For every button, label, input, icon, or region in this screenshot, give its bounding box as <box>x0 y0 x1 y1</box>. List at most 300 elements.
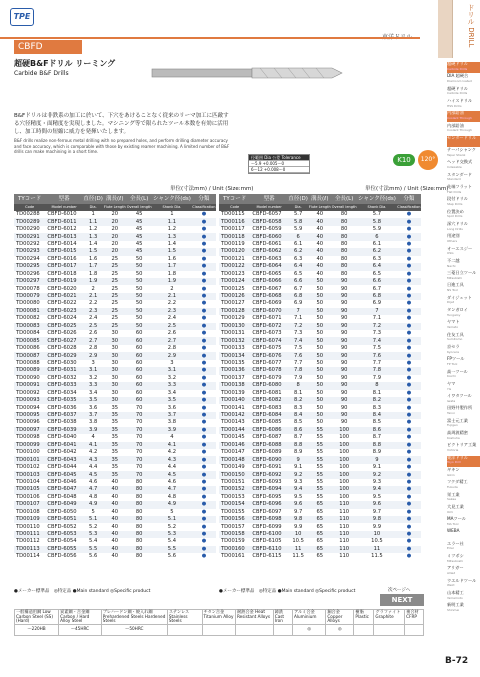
sidebar-item[interactable] <box>447 247 480 258</box>
table-cell: 4.5 <box>152 471 192 478</box>
sidebar-item[interactable] <box>447 148 480 159</box>
table-cell: 30 <box>103 390 126 397</box>
table-cell: 5.6 <box>152 553 192 560</box>
table-cell: TD00088 <box>14 360 45 367</box>
intro-text-jp: B&Fドリルは非鉄系の加工に於いて、下穴をあけることなく従来のリーマ加工に匹敵する穴径精度・面精度を実現しました。マシニング等で限られたツール本数を有効に活用し、加工時間の短縮に威力を発揮いたします。 <box>14 113 229 135</box>
material-name: プレハードン鋼・焼入れ鋼 Prehardened Steels Hardened Steels <box>102 609 166 624</box>
table-cell: 9 <box>357 456 397 463</box>
table-cell: 2.5 <box>152 323 192 330</box>
sidebar-item-sublabel: Iwata <box>447 398 456 403</box>
table-row <box>219 263 421 270</box>
table-row <box>219 434 421 441</box>
sidebar-item[interactable] <box>447 468 480 479</box>
table-cell: CBFD-6096 <box>250 501 288 508</box>
table-cell: ● <box>192 233 216 240</box>
sidebar-item-label: 超硬ドリル <box>447 61 468 66</box>
table-cell: 80 <box>331 226 357 233</box>
table-cell: CBFD-6115 <box>250 553 288 560</box>
table-cell: ● <box>192 382 216 389</box>
table-cell: CBFD-6032 <box>45 375 83 382</box>
table-cell: ● <box>397 531 421 538</box>
table-row <box>219 278 421 285</box>
sidebar-item-label: 住友工具 <box>447 331 464 337</box>
table-cell: 60 <box>126 375 152 382</box>
table-row <box>14 330 216 337</box>
sidebar-item[interactable] <box>447 320 480 331</box>
table-cell: 9.9 <box>288 523 308 530</box>
sidebar-item-sublabel: HSS Drills <box>447 103 462 108</box>
sidebar-item[interactable] <box>447 394 480 405</box>
table-cell: 50 <box>308 293 331 300</box>
table-row <box>219 271 421 278</box>
sidebar-item-sublabel: Dijet <box>447 300 454 305</box>
table-row <box>219 531 421 538</box>
sidebar-item[interactable] <box>447 517 480 528</box>
table-row <box>219 352 421 359</box>
table-cell: 11 <box>288 546 308 553</box>
sidebar-item[interactable] <box>447 296 480 307</box>
sidebar-item[interactable] <box>447 566 480 577</box>
column-header: Overall length <box>126 205 152 209</box>
table-cell: 2.4 <box>152 315 192 322</box>
table-cell: 3.8 <box>83 419 103 426</box>
table-cell: ● <box>397 464 421 471</box>
table-row <box>219 323 421 330</box>
sidebar-item[interactable] <box>447 529 480 540</box>
sidebar-item[interactable] <box>447 333 480 344</box>
table-cell: ● <box>397 271 421 278</box>
table-cell: 5 <box>152 509 192 516</box>
sidebar-item[interactable] <box>447 210 480 221</box>
table-cell: 45 <box>126 226 152 233</box>
table-cell: 5.4 <box>83 538 103 545</box>
table-cell: ● <box>397 256 421 263</box>
table-cell: 25 <box>103 285 126 292</box>
section-tab-label: ドリル DRILL <box>467 4 475 48</box>
table-cell: ● <box>192 434 216 441</box>
table-cell: TD00145 <box>219 434 250 441</box>
table-cell: TD00297 <box>14 278 45 285</box>
material-mark <box>374 624 405 635</box>
table-cell: TD00161 <box>219 553 250 560</box>
table-cell: TD00108 <box>14 509 45 516</box>
table-row <box>14 494 216 501</box>
table-cell: 100 <box>331 479 357 486</box>
sidebar-item-sublabel: Gikin <box>447 472 455 477</box>
table-cell: TD00116 <box>219 218 250 225</box>
sidebar-item[interactable] <box>447 74 480 85</box>
table-cell: 90 <box>331 345 357 352</box>
table-cell: 7.9 <box>288 375 308 382</box>
sidebar-item-sublabel: Long Drills <box>447 226 463 231</box>
material-mark: 〜45HRC <box>59 624 102 635</box>
sidebar-item[interactable] <box>447 456 480 467</box>
sidebar-item[interactable] <box>447 345 480 356</box>
table-cell: 3.8 <box>152 419 192 426</box>
sidebar-item[interactable] <box>447 62 480 73</box>
page-subtitle: Carbide B&F Drills <box>14 70 69 77</box>
table-cell: CBFD-6043 <box>45 456 83 463</box>
table-cell: CBFD-6020 <box>45 285 83 292</box>
table-cell: 55 <box>308 486 331 493</box>
sidebar-item[interactable] <box>447 87 480 98</box>
next-page-button[interactable]: NEXT <box>380 594 424 606</box>
table-cell: 3.2 <box>152 375 192 382</box>
table-cell: ● <box>397 412 421 419</box>
sidebar-item-label: 用途別 <box>447 233 460 239</box>
table-cell: 5.1 <box>83 516 103 523</box>
table-cell: 90 <box>331 397 357 404</box>
table-cell: 4.9 <box>152 501 192 508</box>
table-cell: 45 <box>126 218 152 225</box>
table-cell: 40 <box>103 553 126 560</box>
table-cell: ● <box>397 449 421 456</box>
sidebar-item-sublabel: Toyo Drill <box>447 460 461 465</box>
table-cell: 3.1 <box>83 367 103 374</box>
sidebar-item[interactable] <box>447 283 480 294</box>
table-cell: 70 <box>126 456 152 463</box>
table-row <box>219 293 421 300</box>
sidebar-item[interactable] <box>447 443 480 454</box>
sidebar-item[interactable] <box>447 234 480 245</box>
material-name: ステンレス Stainless Steels <box>167 610 202 625</box>
table-cell: CBFD-6067 <box>250 285 288 292</box>
table-cell: TD00127 <box>219 300 250 307</box>
table-cell: TD00109 <box>14 516 45 523</box>
material-mark <box>273 624 292 635</box>
table-cell: 6.4 <box>288 263 308 270</box>
column-header: 型番 <box>45 194 83 204</box>
table-cell: 25 <box>103 315 126 322</box>
table-cell: CBFD-6080 <box>250 382 288 389</box>
sidebar-item-label: ヘッド交換式 <box>447 159 473 165</box>
table-cell: 6.1 <box>357 241 397 248</box>
table-cell: 4.6 <box>83 479 103 486</box>
table-cell: 7.7 <box>357 360 397 367</box>
table-cell: 35 <box>103 419 126 426</box>
table-cell: ● <box>192 531 216 538</box>
table-cell: 40 <box>308 233 331 240</box>
table-row <box>14 218 216 225</box>
column-header: 型番 <box>250 194 288 204</box>
next-page-caption: 次ページへ <box>388 588 411 593</box>
table-cell: 40 <box>308 226 331 233</box>
table-cell: TD00150 <box>219 471 250 478</box>
table-row <box>14 300 216 307</box>
sidebar-item-label: ヤマ <box>447 380 456 386</box>
table-cell: ● <box>397 226 421 233</box>
table-cell: TD00089 <box>14 367 45 374</box>
table-cell: 50 <box>308 278 331 285</box>
table-cell: 50 <box>308 360 331 367</box>
table-cell: 5.9 <box>288 226 308 233</box>
table-cell: 35 <box>103 456 126 463</box>
table-cell: ● <box>397 375 421 382</box>
sidebar-item[interactable] <box>447 554 480 565</box>
table-cell: CBFD-6031 <box>45 367 83 374</box>
sidebar-item-label: 田野井製作所 <box>447 405 473 411</box>
sidebar-item[interactable] <box>447 406 480 417</box>
sidebar-item-label: 段付ドリル <box>447 196 468 202</box>
sidebar-item-label: エラー社 <box>447 540 464 546</box>
table-cell: 6.6 <box>288 278 308 285</box>
sidebar-item[interactable] <box>447 382 480 393</box>
table-cell: CBFD-6051 <box>45 516 83 523</box>
sidebar-item-label: 内部給油 <box>447 122 464 128</box>
sidebar-item[interactable] <box>447 173 480 184</box>
table-cell: TD00112 <box>14 538 45 545</box>
sidebar-item-label: ミツボシ <box>447 553 464 558</box>
table-cell: 50 <box>308 390 331 397</box>
table-cell: 50 <box>126 323 152 330</box>
table-cell: TD00107 <box>14 501 45 508</box>
table-cell: 9.5 <box>288 494 308 501</box>
table-cell: 2.3 <box>152 308 192 315</box>
table-cell: TD00133 <box>219 345 250 352</box>
table-cell: 9.4 <box>357 486 397 493</box>
table-cell: 8.6 <box>288 427 308 434</box>
table-cell: 3.5 <box>152 397 192 404</box>
sidebar-item-label: ダイジェット <box>447 294 472 300</box>
table-cell: 4.1 <box>152 442 192 449</box>
sidebar-item[interactable] <box>447 308 480 319</box>
sidebar-item[interactable] <box>447 160 480 171</box>
table-cell: 45 <box>126 241 152 248</box>
sidebar-item-label: 不二越 <box>447 257 460 263</box>
sidebar-item[interactable] <box>447 197 480 208</box>
page-title: 超硬B&Fドリル リーミング <box>14 59 116 68</box>
table-cell: CBFD-6015 <box>45 248 83 255</box>
table-cell: TD00093 <box>14 397 45 404</box>
table-cell: TD00135 <box>219 360 250 367</box>
material-mark <box>235 624 273 635</box>
sidebar-item[interactable] <box>447 493 480 504</box>
sidebar-item-label: イワタツール <box>447 393 472 399</box>
table-cell: 50 <box>308 330 331 337</box>
table-cell: 25 <box>103 271 126 278</box>
table-cell: 7.3 <box>357 330 397 337</box>
table-row <box>219 412 421 419</box>
table-cell: CBFD-6029 <box>45 352 83 359</box>
table-cell: TD00098 <box>14 434 45 441</box>
table-cell: 8.7 <box>357 434 397 441</box>
column-header: 溝長(ℓ) <box>103 194 126 204</box>
table-cell: TD00091 <box>14 382 45 389</box>
table-row <box>14 397 216 404</box>
unit-note-left: 単位(寸法mm) / Unit (Size:mm) <box>170 186 254 192</box>
table-cell: 1.9 <box>83 278 103 285</box>
table-cell: 90 <box>331 375 357 382</box>
table-cell: 8.7 <box>288 434 308 441</box>
table-cell: ● <box>192 330 216 337</box>
table-cell: 2 <box>152 285 192 292</box>
table-cell: 8.3 <box>288 404 308 411</box>
product-code-banner: CBFD <box>14 40 82 54</box>
table-cell: ● <box>192 285 216 292</box>
material-name: 銅合金 Copper Alloys <box>326 610 354 625</box>
table-cell: TD00296 <box>14 271 45 278</box>
table-cell: CBFD-6040 <box>45 434 83 441</box>
sidebar-item-sublabel: Flat Drills <box>447 189 462 194</box>
tolerance-range: 6〜12 <box>251 167 263 172</box>
column-header: Overall length <box>331 205 357 209</box>
table-cell: 40 <box>103 479 126 486</box>
sidebar-item[interactable] <box>447 480 480 491</box>
table-row <box>14 553 216 560</box>
table-cell: 4 <box>83 434 103 441</box>
table-row <box>14 233 216 240</box>
table-cell: CBFD-6097 <box>250 509 288 516</box>
table-cell: TD00095 <box>14 412 45 419</box>
table-cell: CBFD-6041 <box>45 442 83 449</box>
legend-left: ●メーカー標準品 ◎特定品 ●Main standard ◎Specific product <box>14 589 151 594</box>
sidebar-item-label: 高周波精密 <box>447 430 468 435</box>
sidebar-item-sublabel: Spot Drills <box>447 214 463 219</box>
table-cell: 70 <box>126 404 152 411</box>
table-cell: 20 <box>103 241 126 248</box>
sidebar-item[interactable] <box>447 124 480 135</box>
table-cell: 60 <box>126 367 152 374</box>
table-cell: 8.8 <box>288 442 308 449</box>
table-cell: 20 <box>103 218 126 225</box>
sidebar-item[interactable] <box>447 357 480 368</box>
table-cell: TD00119 <box>219 241 250 248</box>
sidebar-item[interactable] <box>447 431 480 442</box>
table-cell: 3.5 <box>83 397 103 404</box>
table-cell: 90 <box>331 293 357 300</box>
table-cell: 1.6 <box>83 256 103 263</box>
table-cell: 8.4 <box>288 412 308 419</box>
table-row <box>14 501 216 508</box>
table-cell: 25 <box>103 263 126 270</box>
sidebar-item[interactable] <box>447 542 480 553</box>
table-cell: CBFD-6050 <box>45 509 83 516</box>
sidebar-item[interactable] <box>447 185 480 196</box>
table-cell: CBFD-6078 <box>250 367 288 374</box>
sidebar-item[interactable] <box>447 99 480 110</box>
table-cell: ● <box>397 509 421 516</box>
table-cell: 50 <box>126 278 152 285</box>
table-cell: CBFD-6024 <box>45 315 83 322</box>
table-cell: 1.7 <box>152 263 192 270</box>
table-row <box>219 427 421 434</box>
column-header: Model number <box>45 204 83 211</box>
table-cell: ● <box>397 218 421 225</box>
material-name: 複合材 CFRP <box>405 610 424 625</box>
table-cell: CBFD-6011 <box>45 218 83 225</box>
sidebar-item-sublabel: Sakae <box>447 497 457 502</box>
table-cell: TD00140 <box>219 397 250 404</box>
table-row <box>14 419 216 426</box>
table-cell: ● <box>397 486 421 493</box>
sidebar-item[interactable] <box>447 370 480 381</box>
column-header: シャンク径(ds) <box>357 194 397 204</box>
table-cell: 7.3 <box>288 330 308 337</box>
sidebar-item[interactable] <box>447 603 480 614</box>
table-row <box>219 233 421 240</box>
material-name: 耐熱合金 Heat Resistant Alloys <box>235 610 273 625</box>
table-cell: CBFD-6079 <box>250 375 288 382</box>
table-cell: 3.7 <box>83 412 103 419</box>
table-cell: CBFD-6064 <box>250 263 288 270</box>
table-cell: 60 <box>126 390 152 397</box>
sidebar-item[interactable] <box>447 111 480 122</box>
table-row <box>14 523 216 530</box>
material-mark <box>354 624 374 635</box>
sidebar-item-sublabel: YG <box>447 386 452 391</box>
table-row <box>219 382 421 389</box>
table-cell: CBFD-6068 <box>250 293 288 300</box>
sidebar-item[interactable] <box>447 591 480 602</box>
table-cell: CBFD-6022 <box>45 300 83 307</box>
sidebar-item[interactable] <box>447 505 480 516</box>
table-cell: 1.3 <box>83 233 103 240</box>
table-cell: 65 <box>308 516 331 523</box>
table-cell: 2.5 <box>83 323 103 330</box>
table-cell: 50 <box>308 308 331 315</box>
sidebar-item-sublabel: Coolant Through <box>447 115 472 120</box>
sidebar-item-label: 位置決め <box>447 208 464 214</box>
table-cell: CBFD-6055 <box>45 546 83 553</box>
table-cell: TD00136 <box>219 367 250 374</box>
table-cell: ● <box>192 308 216 315</box>
sidebar-item[interactable] <box>447 579 480 590</box>
sidebar-item[interactable] <box>447 419 480 430</box>
table-cell: ● <box>192 367 216 374</box>
table-cell: 90 <box>331 330 357 337</box>
table-cell: TD00097 <box>14 427 45 434</box>
table-cell: 2.8 <box>83 345 103 352</box>
table-cell: 5.7 <box>357 211 397 218</box>
table-cell: 90 <box>331 308 357 315</box>
table-cell: CBFD-6049 <box>45 501 83 508</box>
table-cell: ● <box>192 211 216 218</box>
sidebar-item-label: オーエスジー <box>447 245 473 251</box>
table-cell: TD00153 <box>219 494 250 501</box>
table-cell: CBFD-6059 <box>250 226 288 233</box>
table-cell: CBFD-6069 <box>250 300 288 307</box>
table-cell: 40 <box>308 271 331 278</box>
sidebar-item[interactable] <box>447 136 480 147</box>
sidebar-item-sublabel: Carbide Drills <box>447 91 468 96</box>
table-cell: 3.4 <box>152 390 192 397</box>
sidebar-item[interactable] <box>447 271 480 282</box>
table-cell: 3.6 <box>83 404 103 411</box>
table-cell: 90 <box>331 278 357 285</box>
table-cell: 90 <box>331 419 357 426</box>
sidebar-item-label: 新明工業 <box>447 602 464 608</box>
table-cell: 6.7 <box>288 285 308 292</box>
table-cell: 110 <box>331 553 357 560</box>
table-cell: 80 <box>331 233 357 240</box>
sidebar-item[interactable] <box>447 222 480 233</box>
table-cell: TD00159 <box>219 538 250 545</box>
table-cell: CBFD-6088 <box>250 442 288 449</box>
table-cell: 40 <box>308 218 331 225</box>
sidebar-item-label: 京セラ <box>447 343 460 349</box>
table-cell: 6.1 <box>288 241 308 248</box>
table-cell: 3.6 <box>152 404 192 411</box>
table-cell: 60 <box>126 397 152 404</box>
table-cell: 6.6 <box>357 278 397 285</box>
table-cell: 6.7 <box>357 285 397 292</box>
material-mark: 〜220HB <box>15 624 59 635</box>
table-cell: 80 <box>126 523 152 530</box>
table-cell: CBFD-6086 <box>250 427 288 434</box>
point-angle-badge: 120° <box>418 150 438 170</box>
sidebar-item[interactable] <box>447 259 480 270</box>
table-cell: 1.3 <box>152 233 192 240</box>
